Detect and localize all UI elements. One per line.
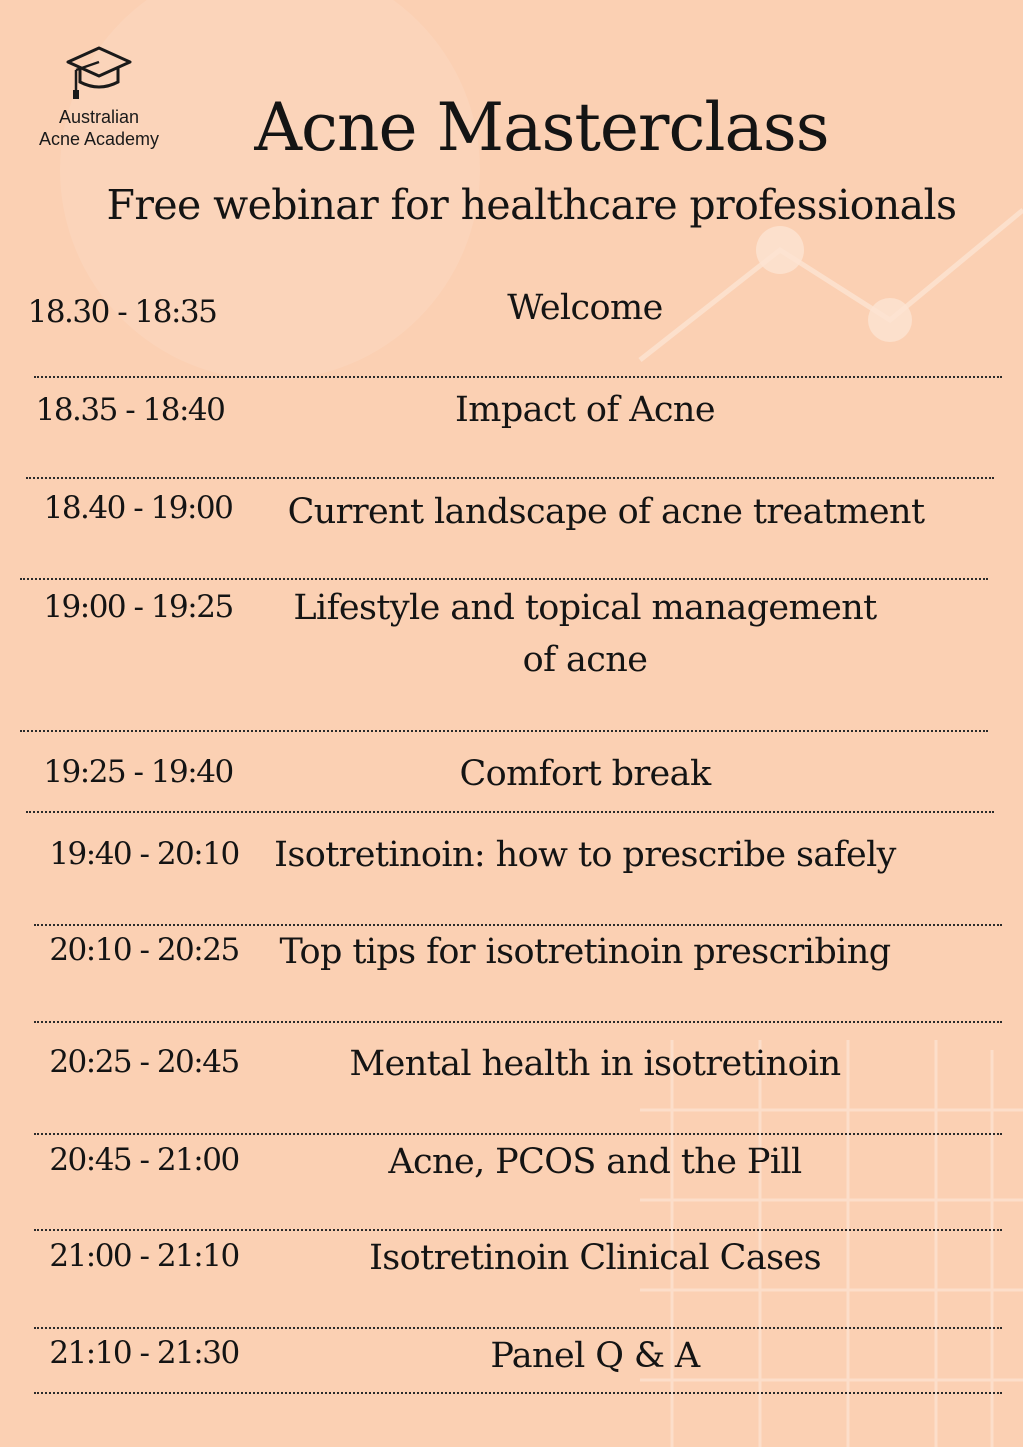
- schedule-time: 18.35 - 18:40: [35, 392, 225, 428]
- divider: [34, 1392, 1002, 1394]
- schedule-topic: Welcome: [507, 288, 663, 328]
- schedule-time: 20:10 - 20:25: [49, 932, 239, 968]
- divider: [34, 376, 1002, 378]
- schedule-topic: Impact of Acne: [455, 390, 715, 430]
- schedule-topic: Acne, PCOS and the Pill: [388, 1142, 802, 1182]
- divider: [20, 730, 988, 732]
- schedule-time: 18.40 - 19:00: [43, 490, 233, 526]
- brand-name-line1: Australian: [58, 107, 140, 127]
- divider: [20, 578, 988, 580]
- brand-name-line2: Acne Academy: [38, 129, 160, 149]
- divider: [26, 811, 994, 813]
- schedule-time: 19:25 - 19:40: [43, 754, 233, 790]
- brand-name: [20, 106, 178, 150]
- schedule-topic: Mental health in isotretinoin: [349, 1044, 841, 1084]
- graduation-cap-icon: [20, 44, 178, 102]
- divider: [26, 477, 994, 479]
- schedule-topic: Isotretinoin: how to prescribe safely: [274, 835, 896, 875]
- schedule-time: 20:45 - 21:00: [49, 1142, 239, 1178]
- page-subtitle: Free webinar for healthcare professionals: [106, 181, 957, 229]
- schedule-topic: Panel Q & A: [490, 1336, 700, 1376]
- page-title: Acne Masterclass: [254, 89, 829, 166]
- schedule-time: 19:00 - 19:25: [43, 589, 233, 625]
- divider: [34, 1133, 1002, 1135]
- schedule-topic-line2: of acne: [522, 640, 648, 680]
- schedule-time: 21:10 - 21:30: [49, 1335, 239, 1371]
- schedule-time: 20:25 - 20:45: [49, 1044, 239, 1080]
- brand-logo: [20, 44, 178, 150]
- schedule-topic: Top tips for isotretinoin prescribing: [279, 932, 891, 972]
- schedule-time: 18.30 - 18:35: [27, 294, 217, 330]
- schedule-topic: Isotretinoin Clinical Cases: [369, 1238, 821, 1278]
- schedule-time: 21:00 - 21:10: [49, 1238, 239, 1274]
- schedule-topic: Comfort break: [459, 754, 711, 794]
- schedule-topic: Current landscape of acne treatment: [287, 492, 925, 532]
- schedule-time: 19:40 - 20:10: [49, 836, 239, 872]
- divider: [34, 1021, 1002, 1023]
- divider: [34, 1229, 1002, 1231]
- divider: [34, 1327, 1002, 1329]
- schedule-topic: Lifestyle and topical management: [293, 588, 877, 628]
